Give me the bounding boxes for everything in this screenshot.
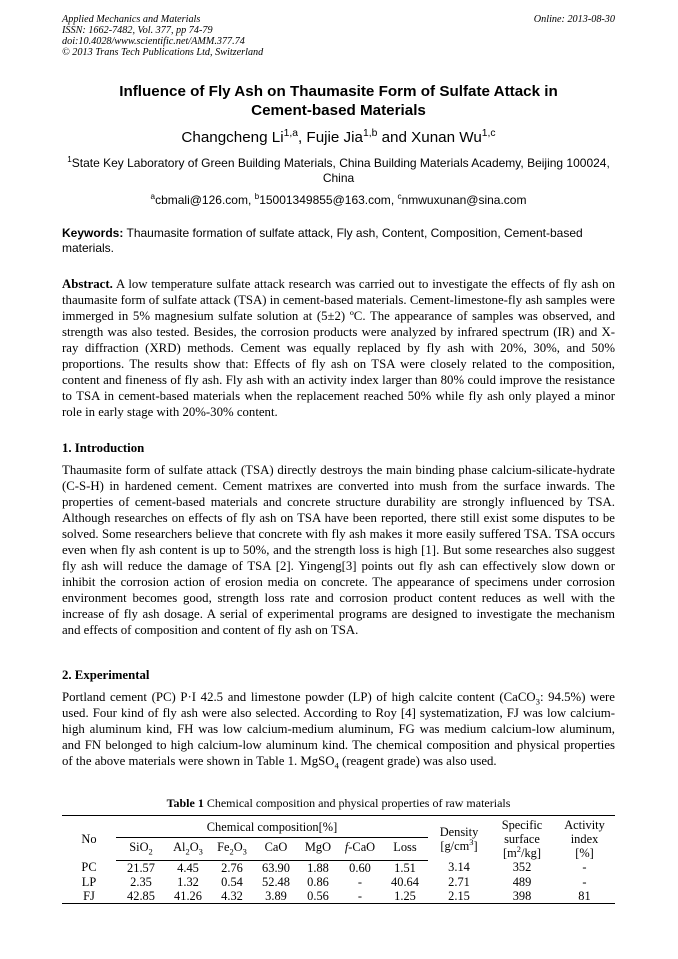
abstract-label: Abstract. [62, 277, 113, 291]
composition-table [62, 815, 615, 904]
table-row [62, 860, 615, 875]
header-mgo: MgO [298, 837, 338, 860]
keywords-label: Keywords: [62, 226, 124, 240]
affiliation-text: State Key Laboratory of Green Building Materials, China Building Materials Academy, Beijing 100024, China [71, 156, 610, 185]
header-activity-label: index [570, 832, 599, 846]
experimental-text-part: (reagent grade) was also used. [338, 754, 497, 768]
subscript: 2 [229, 846, 234, 857]
author-name: Fujie Jia [306, 129, 363, 146]
table-cell: 2.76 [221, 860, 243, 875]
header-activity-unit: [%] [575, 846, 594, 860]
header-cao: CaO [254, 837, 298, 860]
subscript: 2 [185, 846, 190, 857]
formula-text: f [344, 840, 349, 855]
subscript: 3 [535, 696, 540, 707]
author-list [62, 128, 615, 147]
table-row [62, 875, 615, 889]
experimental-text [62, 689, 615, 769]
journal-issn: ISSN: 1662-7482, Vol. 377, pp 74-79 [62, 25, 213, 36]
author-affil-mark: 1,b [362, 127, 378, 139]
header-fe2o3 [210, 837, 254, 860]
unit-text: [g/cm [440, 839, 470, 853]
table-cell: 63.90 [262, 860, 290, 875]
table-caption-label: Table 1 [166, 796, 204, 810]
author-and: and [377, 129, 412, 146]
affiliation [62, 156, 615, 186]
table-cell: 1.25 [382, 889, 428, 904]
keywords [62, 226, 615, 256]
email-mark: c [397, 192, 402, 201]
header-density-unit [430, 836, 488, 853]
author-name: Xunan Wu [411, 129, 482, 146]
formula-text: O [233, 840, 243, 855]
table-body [62, 860, 615, 903]
header-loss: Loss [382, 837, 428, 860]
table-cell: 1.51 [394, 860, 416, 875]
title-line-1: Influence of Fly Ash on Thaumasite Form of Sulfate Attack in [119, 83, 558, 100]
journal-name: Applied Mechanics and Materials [62, 14, 201, 25]
subscript: 4 [334, 760, 339, 771]
email-address[interactable]: nmwuxunan@sina.com [401, 193, 527, 207]
header-activity-label: Activity [564, 818, 605, 832]
formula-text: -CaO [348, 840, 376, 855]
table-header-row [62, 816, 615, 838]
header-density-label: Density [439, 825, 479, 839]
section-heading-experimental: 2. Experimental [62, 668, 150, 682]
table-cell: - [357, 874, 363, 889]
header-sio2 [116, 837, 166, 860]
table-cell: - [582, 874, 587, 889]
table-cell: 81 [554, 889, 615, 904]
table-cell: 0.86 [307, 874, 329, 889]
table-cell: 352 [512, 860, 532, 875]
header-surface-unit [492, 843, 552, 860]
table-row-label: LP [81, 874, 97, 889]
table-cell: 1.32 [177, 874, 199, 889]
section-heading-introduction: 1. Introduction [62, 441, 145, 455]
header-surface-label: Specific [501, 818, 543, 832]
table-cell: 0.54 [221, 874, 243, 889]
abstract-text: A low temperature sulfate attack research was carried out to investigate the effects of fly ash on thaumasite form of sulfate attack (TSA) in cement-based materials. Cement-limestone-fly ash samples were immerged in 5% magnesium sulfate solution at (5±2) ºC. The appearance of samples was observed, and strength was also tested. Besides, the corrosion products were analyzed by infrared spectrum (IR) and X-ray diffraction (XRD) methods. Cement was equally replaced by fly ash with 20%, 30%, and 50% proportions. The results show that: Effects of fly ash on TSA were closely related to the composition, content and fineness of fly ash. Fly ash with an activity index larger than 80% could improve the resistance to TSA in cement-based materials when the replacement reached 50% while fly ash only played a minor role in early stage with 20%-30% content. [62, 277, 615, 419]
table-cell: 21.57 [127, 860, 155, 875]
table-cell: 0.60 [349, 860, 371, 875]
journal-doi: doi:10.4028/www.scientific.net/AMM.377.74 [62, 36, 245, 47]
author-name: Changcheng Li [181, 129, 284, 146]
header-specific-surface [490, 816, 554, 861]
author-separator: , [297, 129, 307, 146]
email-address[interactable]: cbmali@126.com [155, 193, 248, 207]
table-cell: 489 [512, 874, 532, 889]
unit-text: [m [503, 846, 517, 860]
table-row-label: PC [81, 860, 97, 875]
header-activity-index [554, 816, 615, 861]
formula-text: Al [173, 840, 186, 855]
superscript: 2 [516, 843, 521, 854]
formula-text: SiO [129, 840, 149, 855]
table-row [62, 889, 615, 904]
table-cell: - [582, 860, 587, 875]
journal-copyright: © 2013 Trans Tech Publications Ltd, Switzerland [62, 47, 264, 58]
email-mark: a [150, 192, 156, 201]
author-affil-mark: 1,c [481, 127, 496, 139]
header-free-cao [338, 837, 382, 860]
experimental-text-part: : 94.5%) were used. Four kind of fly ash were also selected. According to Roy [4] systematization, FJ was low calcium-high aluminum kind, FH was low calcium-medium aluminum, FG was medium calcium-low aluminum, and FN belonged to high calcium-low aluminum kind. The chemical composition and physical properties of the above materials were shown in Table 1. MgSO [62, 690, 615, 768]
header-al2o3 [166, 837, 210, 860]
table-cell: 2.35 [130, 874, 152, 889]
abstract [62, 276, 615, 420]
introduction-text: Thaumasite form of sulfate attack (TSA) directly destroys the main binding phase calcium-silicate-hydrate (C-S-H) in hardened cement. Cement matrixes are converted into mush from the surface inwards. The properties of cement-based materials and concrete structure durability are strongly influenced by TSA. Although researches on effects of fly ash on TSA have been reported, there still exist some disputes to be solved. Some researchers believe that concrete with fly ash makes it more easily suffered TSA. TSA occurs even when fly ash content is up to 50%, and the strength loss is high [1]. But some researches also suggest fly ash will reduce the damage of TSA [2]. Yingeng[3] points out fly ash can effectively slow down or inhibit the corrosion action of erosion media on concrete. The appearance of specimens under corrosion environment becomes good, strength loss rate and corrosion product content reduces as well with the increase of fly ash dosage. A serial of experimental programs are designed to investigate the mechanism and effects of composition and content of fly ash on TSA. [62, 463, 615, 637]
table-cell: 0.56 [298, 889, 338, 904]
subscript: 3 [242, 846, 247, 857]
header-no: No [62, 816, 116, 861]
title-line-2: Cement-based Materials [251, 102, 426, 119]
unit-text: /kg] [521, 846, 541, 860]
journal-header [62, 14, 263, 58]
table-cell: 398 [490, 889, 554, 904]
header-chemical-composition: Chemical composition[%] [116, 816, 428, 838]
email-list: $^a$cbmali@126.com, $^b$15001349855@163.com, $^c$nmwuxunan@sina.com [150, 192, 527, 207]
table-caption [62, 796, 615, 811]
table-cell: 41.26 [166, 889, 210, 904]
header-density [428, 816, 490, 861]
experimental-text-part: Portland cement (PC) P·I 42.5 and limestone powder (LP) of high calcite content (CaCO [62, 690, 536, 704]
superscript: 3 [469, 836, 474, 847]
table-cell: - [338, 889, 382, 904]
subscript: 2 [148, 846, 153, 857]
author-affil-mark: 1,a [283, 127, 298, 139]
table-cell: 52.48 [262, 874, 290, 889]
table-cell: 42.85 [116, 889, 166, 904]
table-cell: 1.88 [307, 860, 329, 875]
table-cell: 3.14 [448, 860, 470, 875]
email-address[interactable]: 15001349855@163.com [259, 193, 391, 207]
formula-text: Fe [217, 840, 230, 855]
table-row-label: FJ [62, 889, 116, 904]
table-cell: 2.15 [428, 889, 490, 904]
formula-text: O [189, 840, 199, 855]
keywords-text: Thaumasite formation of sulfate attack, Fly ash, Content, Composition, Cement-based materials. [62, 226, 583, 255]
table-cell: 40.64 [391, 874, 419, 889]
paper-title [62, 82, 615, 120]
table-caption-text: Chemical composition and physical properties of raw materials [206, 796, 511, 810]
table-cell: 2.71 [448, 874, 470, 889]
header-surface-label: surface [504, 832, 540, 846]
online-date: Online: 2013-08-30 [533, 14, 615, 25]
affiliation-mark: 1 [67, 155, 72, 164]
subscript: 3 [198, 846, 203, 857]
table-cell: 3.89 [254, 889, 298, 904]
email-mark: b [254, 192, 260, 201]
table-cell: 4.32 [210, 889, 254, 904]
unit-text: ] [473, 839, 478, 853]
table-cell: 4.45 [177, 860, 199, 875]
